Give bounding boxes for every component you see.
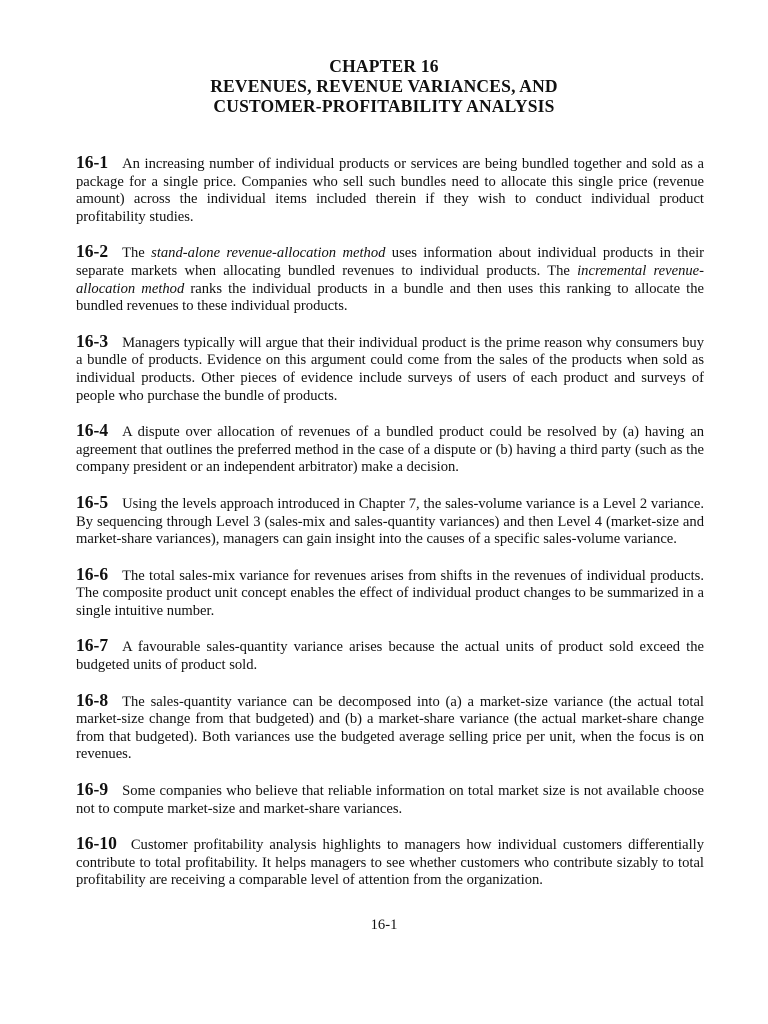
question-16-4: [76, 422, 704, 477]
chapter-heading: [0, 56, 768, 116]
question-text: An increasing number of individual products or services are being bundled together and sold as a package for a single price. Companies who sell such bundles need to allocate this single price (revenue amount) across the individual items included therein if they wish to conduct individual product profitability studies.: [76, 156, 704, 225]
question-number: 16-5: [76, 491, 109, 512]
question-number: 16-10: [76, 833, 117, 854]
question-number: 16-3: [76, 330, 109, 351]
term-incremental-method: incremental revenue-allocation method: [76, 262, 704, 297]
term-stand-alone-method: stand-alone revenue-allocation method: [151, 245, 386, 262]
question-number: 16-7: [76, 635, 109, 656]
question-16-2: [76, 243, 704, 315]
page-number: 16-1: [370, 917, 398, 933]
question-text-start: The: [122, 245, 152, 262]
question-number: 16-2: [76, 241, 109, 262]
question-text-end: ranks the individual products in a bundle and then uses this ranking to allocate the bundled revenues to these individual products.: [76, 280, 704, 315]
question-text: The total sales-mix variance for revenues arises from shifts in the revenues of individual products. The composite product unit concept enables the effect of individual product changes to be summarized in a single intuitive number.: [76, 567, 704, 619]
question-number: 16-4: [76, 420, 109, 441]
chapter-title-line-2: CUSTOMER-PROFITABILITY ANALYSIS: [213, 96, 555, 116]
question-text: A favourable sales-quantity variance arises because the actual units of product sold exceed the budgeted units of product sold.: [76, 639, 704, 674]
question-16-7: [76, 637, 704, 674]
question-16-3: [76, 330, 704, 405]
question-16-8: [76, 689, 704, 764]
question-16-5: [76, 491, 704, 549]
question-text: A dispute over allocation of revenues of a bundled product could be resolved by (a) having an agreement that outlines the preferred method in the case of a dispute or (b) having a third party (such as the company president or an independent arbitrator) make a decision.: [76, 424, 704, 476]
question-16-10: [76, 835, 704, 890]
question-number: 16-9: [76, 779, 109, 800]
question-text-middle: uses information about individual products in their separate markets when allocating bundled revenues to individual products. The: [76, 245, 704, 279]
chapter-title-line-1: REVENUES, REVENUE VARIANCES, AND: [210, 76, 558, 96]
question-number: 16-1: [76, 152, 109, 172]
question-text: Customer profitability analysis highlights to managers how individual customers differentially contribute to total profitability. It helps managers to see whether customers who contribute sizably to total profitability are receiving a comparable level of attention from the organization.: [76, 837, 704, 889]
question-number: 16-6: [76, 563, 109, 584]
question-16-1: [76, 154, 704, 226]
question-text: The sales-quantity variance can be decomposed into (a) a market-size variance (the actual total market-size change from that budgeted) and (b) a market-share variance (the actual market-share change from that budgeted). Both variances use the budgeted average selling price per unit, when the focus is on revenues.: [76, 693, 704, 763]
question-text: Managers typically will argue that their individual product is the prime reason why consumers buy a bundle of products. Evidence on this argument could come from the sales of the products when sold as individual products. Other pieces of evidence include surveys of users of each product and surveys of people who purchase the bundle of products.: [76, 334, 704, 404]
question-text: Using the levels approach introduced in Chapter 7, the sales-volume variance is a Level 2 variance. By sequencing through Level 3 (sales-mix and sales-quantity variances) and then Level 4 (market-size and market-share variances), managers can gain insight into the causes of a specific sales-volume variance.: [76, 495, 704, 548]
question-text: Some companies who believe that reliable information on total market size is not available choose not to compute market-size and market-share variances.: [76, 783, 704, 817]
question-16-6: [76, 563, 704, 621]
question-number: 16-8: [76, 689, 109, 710]
question-list: [76, 154, 704, 907]
question-16-9: [76, 781, 704, 818]
chapter-number: CHAPTER 16: [329, 56, 439, 76]
